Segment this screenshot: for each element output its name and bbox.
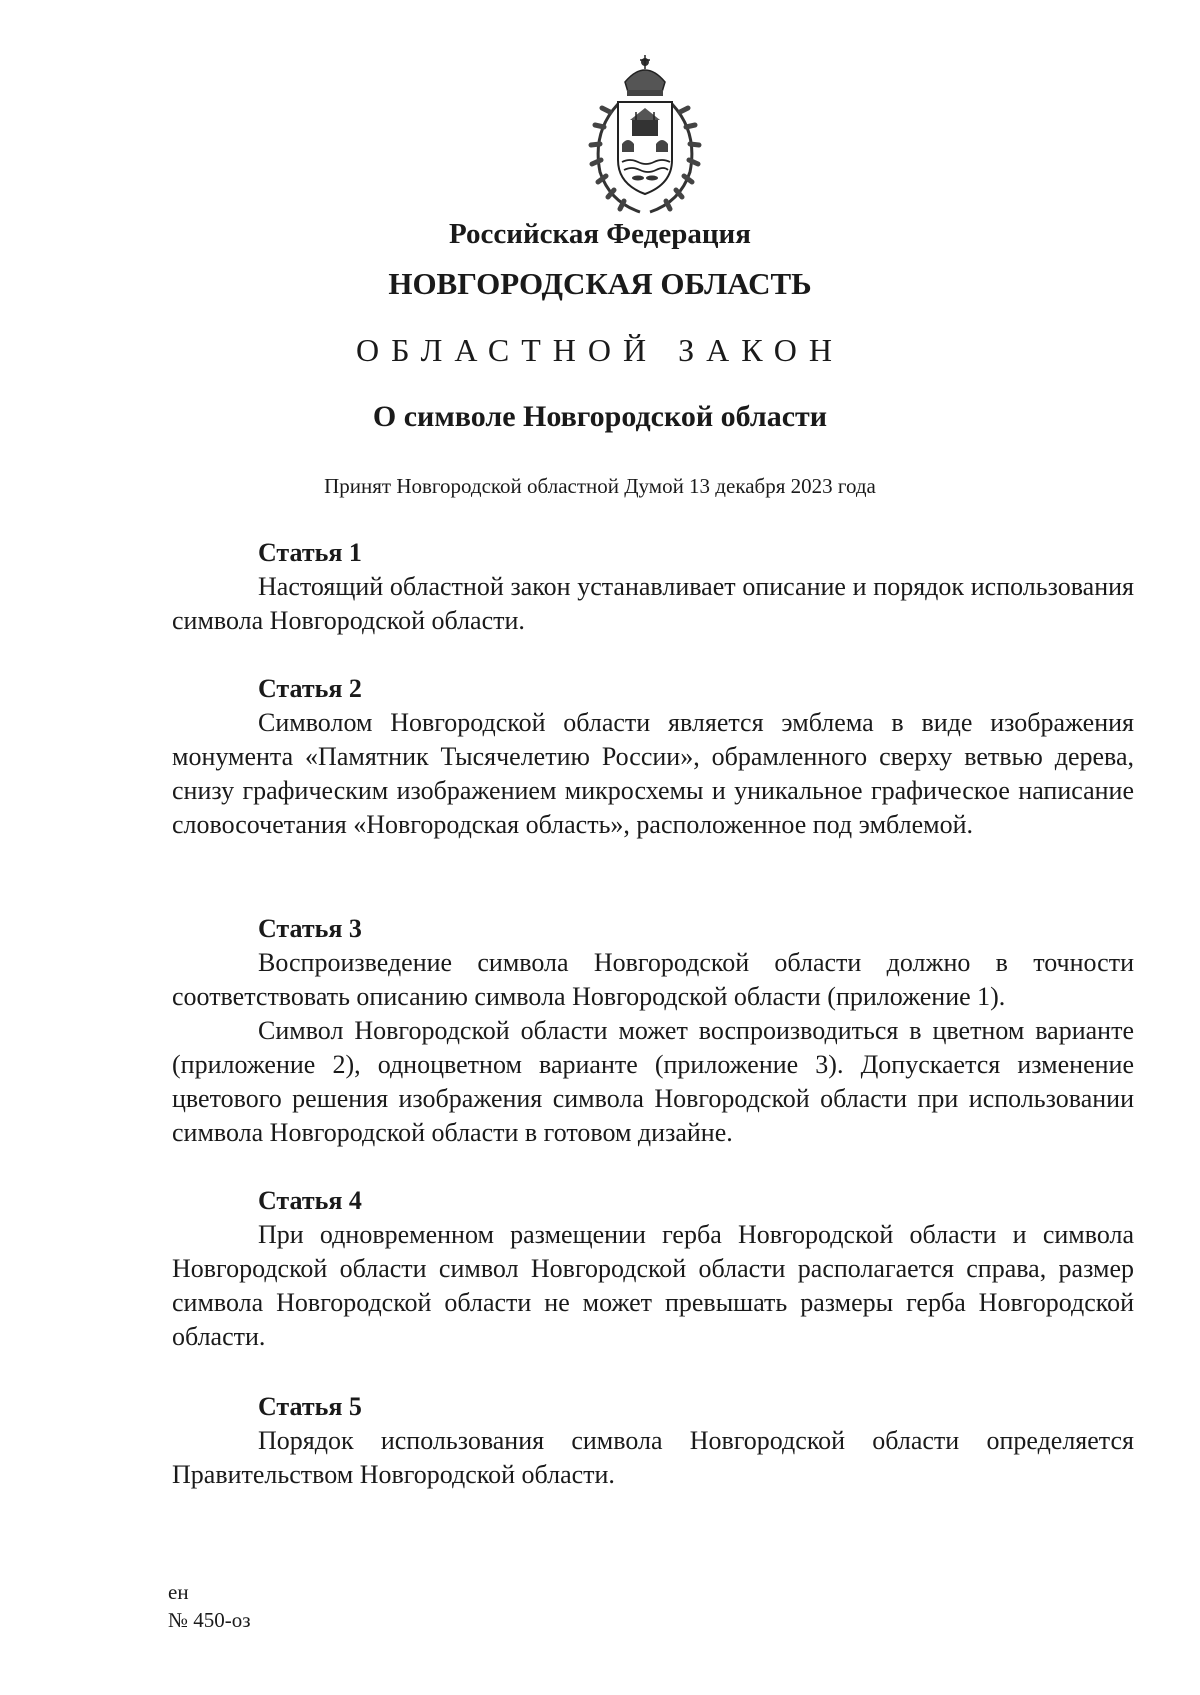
article-heading: Статья 4 xyxy=(258,1186,362,1215)
article-2 xyxy=(172,672,1134,842)
article-paragraph: При одновременном размещении герба Новгородской области и символа Новгородской области символ Новгородской области располагается справа, размер символа Новгородской области не может превышать размеры герба Новгородской области. xyxy=(172,1220,1134,1351)
article-heading: Статья 5 xyxy=(258,1392,362,1421)
article-heading: Статья 3 xyxy=(258,914,362,943)
article-paragraph: Порядок использования символа Новгородской области определяется Правительством Новгородской области. xyxy=(172,1426,1134,1489)
article-heading: Статья 1 xyxy=(258,538,362,567)
law-number: № 450-оз xyxy=(168,1608,251,1632)
document-type: ОБЛАСТНОЙ ЗАКОН xyxy=(355,332,845,368)
article-paragraph: Воспроизведение символа Новгородской области должно в точности соответствовать описанию символа Новгородской области (приложение 1). xyxy=(172,948,1134,1011)
article-paragraph: Символом Новгородской области является эмблема в виде изображения монумента «Памятник Тысячелетию России», обрамленного сверху ветвью дерева, снизу графическим изображением микросхемы и уникальное графическое написание словосочетания «Новгородская область», расположенное под эмблемой. xyxy=(172,708,1134,839)
document-title: О символе Новгородской области xyxy=(372,400,828,433)
article-1 xyxy=(172,536,1134,638)
coat-of-arms-icon xyxy=(580,52,710,220)
article-heading: Статья 2 xyxy=(258,674,362,703)
article-4 xyxy=(172,1184,1134,1354)
article-5 xyxy=(172,1390,1134,1492)
article-3 xyxy=(172,912,1134,1150)
adoption-note: Принят Новгородской областной Думой 13 декабря 2023 года xyxy=(324,474,876,498)
document-footer xyxy=(168,1578,251,1634)
article-paragraph: Настоящий областной закон устанавливает описание и порядок использования символа Новгородской области. xyxy=(172,572,1134,635)
region-name: НОВГОРОДСКАЯ ОБЛАСТЬ xyxy=(388,266,812,301)
article-paragraph: Символ Новгородской области может воспроизводиться в цветном варианте (приложение 2), одноцветном варианте (приложение 3). Допускается изменение цветового решения изображения символа Новгородской области при использовании символа Новгородской области в готовом дизайне. xyxy=(172,1016,1134,1147)
executor-initials: ен xyxy=(168,1580,189,1604)
country-name: Российская Федерация xyxy=(449,218,751,250)
